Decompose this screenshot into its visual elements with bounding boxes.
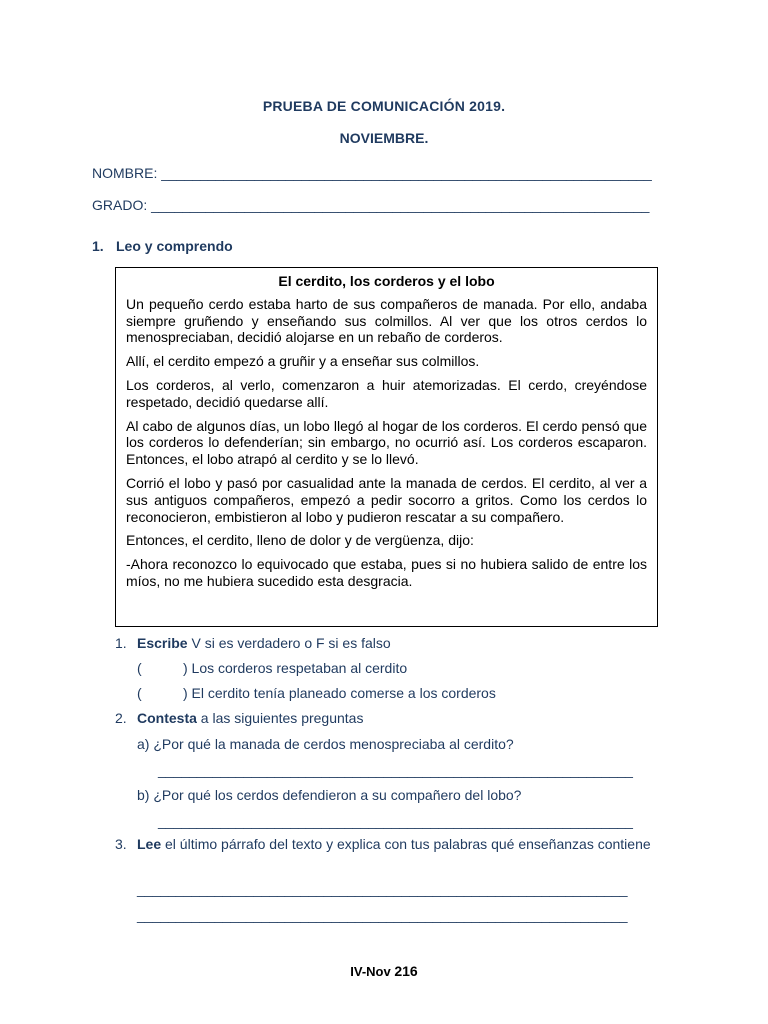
exam-month: NOVIEMBRE. <box>339 130 429 146</box>
question-keyword: Contesta <box>137 710 197 726</box>
page-number: 216 <box>394 963 418 979</box>
true-false-statement: ) El cerdito tenía planeado comerse a los corderos <box>183 685 496 701</box>
story-paragraph: Un pequeño cerdo estaba harto de sus compañeros de manada. Por ello, andaba siempre gruñendo y enseñando sus colmillos. Al ver que los otros cerdos lo menospreciaban, decidió alojarse en un rebaño de corderos. <box>126 295 647 346</box>
story-paragraph: Los corderos, al verlo, comenzaron a huir atemorizadas. El cerdo, creyéndose respetado, decidió quedarse allí. <box>126 376 647 410</box>
true-false-item[interactable] <box>137 660 407 676</box>
answer-line[interactable]: _____________________________________________________________ <box>158 762 633 778</box>
answer-blank[interactable]: ( <box>137 660 142 676</box>
question-2 <box>115 710 363 726</box>
section-heading <box>92 238 233 254</box>
true-false-item[interactable] <box>137 685 496 701</box>
grade-field[interactable]: GRADO: ________________________________________________________________ <box>92 197 650 213</box>
true-false-statement: ) Los corderos respetaban al cerdito <box>183 660 408 676</box>
story-paragraph: Corrió el lobo y pasó por casualidad ante la manada de cerdos. El cerdito, al ver a sus antiguos compañeros, empezó a pedir socorro a gritos. Como los cerdos lo reconocieron, embistieron al lobo y pudieron rescatar a su compañero. <box>126 474 647 525</box>
question-text: a las siguientes preguntas <box>196 710 364 726</box>
question-text-block <box>137 836 655 853</box>
story-paragraph: Al cabo de algunos días, un lobo llegó al hogar de los corderos. El cerdo pensó que los corderos lo defenderían; sin embargo, no ocurrió así. Los corderos escaparon. Entonces, el lobo atrapó al cerdito y se lo llevó. <box>126 417 647 468</box>
name-field[interactable]: NOMBRE: _______________________________________________________________ <box>92 165 652 181</box>
story-paragraph: Entonces, el cerdito, lleno de dolor y de vergüenza, dijo: <box>126 532 474 549</box>
question-text: V si es verdadero o F si es falso <box>187 635 391 651</box>
answer-line[interactable]: _______________________________________________________________ <box>137 907 628 923</box>
answer-line[interactable]: _____________________________________________________________ <box>158 813 633 829</box>
question-number: 3. <box>115 836 127 852</box>
question-keyword: Lee <box>137 836 162 852</box>
question-3 <box>115 836 655 853</box>
answer-line[interactable]: _______________________________________________________________ <box>137 881 628 897</box>
story-paragraph: Allí, el cerdito empezó a gruñir y a enseñar sus colmillos. <box>126 353 480 370</box>
question-text: el último párrafo del texto y explica con tus palabras qué enseñanzas contiene <box>161 836 651 852</box>
question-number: 1. <box>115 635 127 651</box>
story-title: El cerdito, los corderos y el lobo <box>278 273 495 289</box>
footer-code: IV-Nov <box>350 964 391 979</box>
question-1 <box>115 635 391 651</box>
question-keyword: Escribe <box>137 635 188 651</box>
story-box <box>115 267 658 627</box>
section-label: Leo y comprendo <box>116 238 233 254</box>
question-number: 2. <box>115 710 127 726</box>
exam-title: PRUEBA DE COMUNICACIÓN 2019. <box>262 98 506 114</box>
answer-blank[interactable]: ( <box>137 685 142 701</box>
story-paragraph: -Ahora reconozco lo equivocado que estaba, pues si no hubiera salido de entre los míos, no me hubiera sucedido esta desgracia. <box>126 556 647 589</box>
question-2b: b) ¿Por qué los cerdos defendieron a su compañero del lobo? <box>137 787 522 803</box>
page-footer <box>0 963 768 979</box>
section-number: 1. <box>92 238 104 254</box>
question-2a: a) ¿Por qué la manada de cerdos menospreciaba al cerdito? <box>137 736 514 752</box>
